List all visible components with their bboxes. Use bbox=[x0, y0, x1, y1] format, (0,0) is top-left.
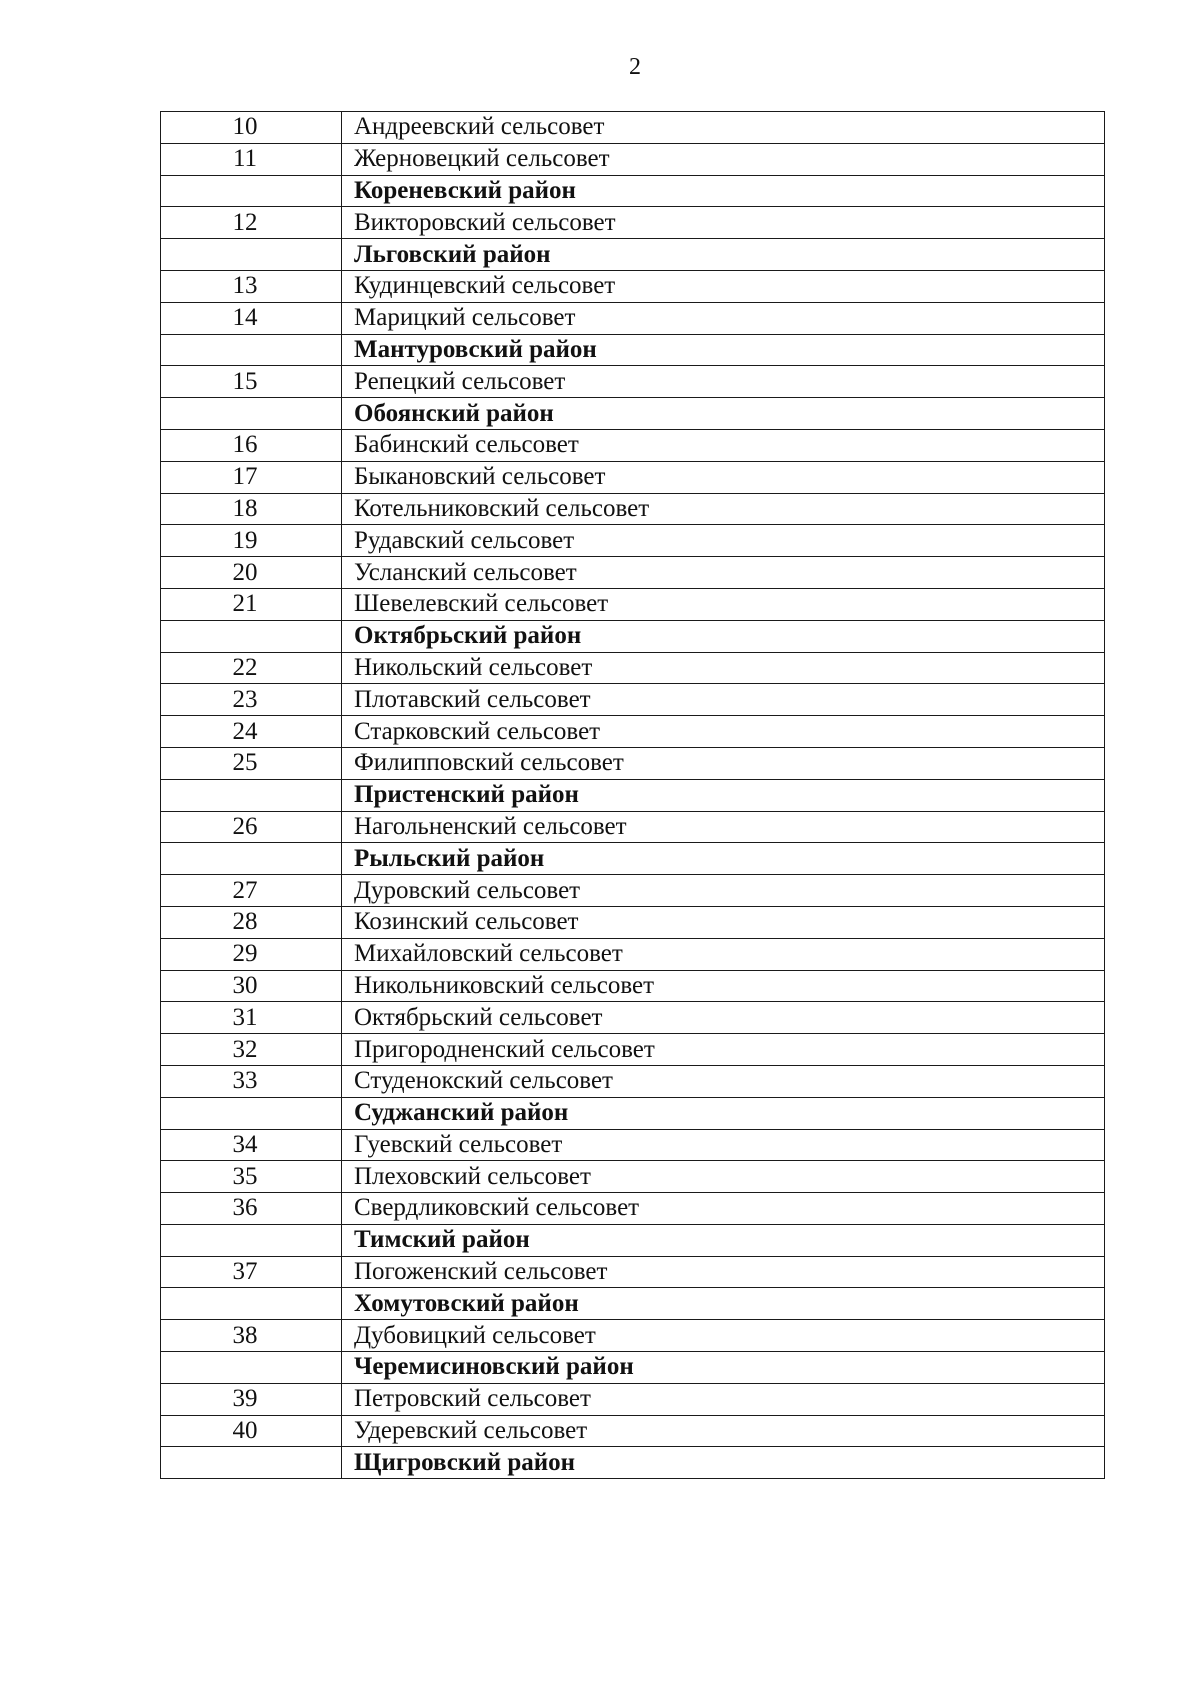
settlement-name: Рудавский сельсовет bbox=[342, 525, 1105, 557]
settlements-table bbox=[160, 111, 1105, 1479]
settlement-name: Быкановский сельсовет bbox=[342, 461, 1105, 493]
district-name: Льговский район bbox=[342, 239, 1105, 271]
row-number: 24 bbox=[161, 716, 342, 748]
row-number bbox=[161, 779, 342, 811]
district-header-row bbox=[161, 1097, 1105, 1129]
row-number: 23 bbox=[161, 684, 342, 716]
row-number: 15 bbox=[161, 366, 342, 398]
table-row bbox=[161, 1034, 1105, 1066]
settlement-name: Нагольненский сельсовет bbox=[342, 811, 1105, 843]
row-number: 28 bbox=[161, 906, 342, 938]
table-body bbox=[161, 112, 1105, 1479]
settlement-name: Котельниковский сельсовет bbox=[342, 493, 1105, 525]
settlement-name: Октябрьский сельсовет bbox=[342, 1002, 1105, 1034]
settlement-name: Дуровский сельсовет bbox=[342, 875, 1105, 907]
settlement-name: Старковский сельсовет bbox=[342, 716, 1105, 748]
district-name: Мантуровский район bbox=[342, 334, 1105, 366]
table-row bbox=[161, 302, 1105, 334]
table-row bbox=[161, 429, 1105, 461]
row-number: 37 bbox=[161, 1256, 342, 1288]
row-number bbox=[161, 334, 342, 366]
row-number: 19 bbox=[161, 525, 342, 557]
settlement-name: Репецкий сельсовет bbox=[342, 366, 1105, 398]
table-row bbox=[161, 906, 1105, 938]
row-number: 13 bbox=[161, 270, 342, 302]
row-number: 20 bbox=[161, 557, 342, 589]
row-number bbox=[161, 1288, 342, 1320]
table-row bbox=[161, 970, 1105, 1002]
settlement-name: Шевелевский сельсовет bbox=[342, 588, 1105, 620]
district-header-row bbox=[161, 239, 1105, 271]
page-number: 2 bbox=[629, 54, 641, 80]
district-name: Черемисиновский район bbox=[342, 1352, 1105, 1384]
district-header-row bbox=[161, 1352, 1105, 1384]
settlement-name: Погоженский сельсовет bbox=[342, 1256, 1105, 1288]
settlement-name: Удеревский сельсовет bbox=[342, 1415, 1105, 1447]
settlement-name: Студенокский сельсовет bbox=[342, 1065, 1105, 1097]
row-number bbox=[161, 1097, 342, 1129]
settlement-name: Петровский сельсовет bbox=[342, 1383, 1105, 1415]
row-number: 34 bbox=[161, 1129, 342, 1161]
row-number: 16 bbox=[161, 429, 342, 461]
settlement-name: Плотавский сельсовет bbox=[342, 684, 1105, 716]
settlement-name: Никольский сельсовет bbox=[342, 652, 1105, 684]
table-row bbox=[161, 1320, 1105, 1352]
table-row bbox=[161, 875, 1105, 907]
row-number: 31 bbox=[161, 1002, 342, 1034]
settlement-name: Михайловский сельсовет bbox=[342, 938, 1105, 970]
row-number: 14 bbox=[161, 302, 342, 334]
district-name: Кореневский район bbox=[342, 175, 1105, 207]
district-name: Хомутовский район bbox=[342, 1288, 1105, 1320]
table-row bbox=[161, 112, 1105, 144]
district-name: Тимский район bbox=[342, 1224, 1105, 1256]
settlement-name: Пригородненский сельсовет bbox=[342, 1034, 1105, 1066]
row-number: 29 bbox=[161, 938, 342, 970]
row-number bbox=[161, 1352, 342, 1384]
table-row bbox=[161, 747, 1105, 779]
row-number: 38 bbox=[161, 1320, 342, 1352]
settlement-name: Дубовицкий сельсовет bbox=[342, 1320, 1105, 1352]
row-number: 27 bbox=[161, 875, 342, 907]
row-number: 17 bbox=[161, 461, 342, 493]
settlement-name: Гуевский сельсовет bbox=[342, 1129, 1105, 1161]
district-name: Щигровский район bbox=[342, 1447, 1105, 1479]
table-row bbox=[161, 716, 1105, 748]
table-row bbox=[161, 557, 1105, 589]
settlement-name: Викторовский сельсовет bbox=[342, 207, 1105, 239]
table-row bbox=[161, 493, 1105, 525]
table-row bbox=[161, 588, 1105, 620]
settlement-name: Плеховский сельсовет bbox=[342, 1161, 1105, 1193]
table-row bbox=[161, 938, 1105, 970]
settlement-name: Андреевский сельсовет bbox=[342, 112, 1105, 144]
settlement-name: Усланский сельсовет bbox=[342, 557, 1105, 589]
row-number bbox=[161, 843, 342, 875]
table-row bbox=[161, 652, 1105, 684]
row-number: 18 bbox=[161, 493, 342, 525]
settlement-name: Никольниковский сельсовет bbox=[342, 970, 1105, 1002]
row-number: 32 bbox=[161, 1034, 342, 1066]
row-number: 30 bbox=[161, 970, 342, 1002]
table-row bbox=[161, 1193, 1105, 1225]
row-number bbox=[161, 239, 342, 271]
settlement-name: Бабинский сельсовет bbox=[342, 429, 1105, 461]
table-row bbox=[161, 1129, 1105, 1161]
district-header-row bbox=[161, 779, 1105, 811]
row-number: 10 bbox=[161, 112, 342, 144]
district-header-row bbox=[161, 1447, 1105, 1479]
row-number: 36 bbox=[161, 1193, 342, 1225]
settlement-name: Филипповский сельсовет bbox=[342, 747, 1105, 779]
row-number bbox=[161, 620, 342, 652]
row-number: 11 bbox=[161, 143, 342, 175]
district-name: Пристенский район bbox=[342, 779, 1105, 811]
district-header-row bbox=[161, 843, 1105, 875]
table-row bbox=[161, 1415, 1105, 1447]
row-number: 40 bbox=[161, 1415, 342, 1447]
row-number: 21 bbox=[161, 588, 342, 620]
row-number bbox=[161, 1447, 342, 1479]
settlement-name: Свердликовский сельсовет bbox=[342, 1193, 1105, 1225]
district-name: Суджанский район bbox=[342, 1097, 1105, 1129]
table-row bbox=[161, 525, 1105, 557]
settlement-name: Жерновецкий сельсовет bbox=[342, 143, 1105, 175]
district-header-row bbox=[161, 1224, 1105, 1256]
row-number: 22 bbox=[161, 652, 342, 684]
table-row bbox=[161, 366, 1105, 398]
row-number: 33 bbox=[161, 1065, 342, 1097]
row-number: 12 bbox=[161, 207, 342, 239]
table-row bbox=[161, 1161, 1105, 1193]
district-header-row bbox=[161, 398, 1105, 430]
row-number bbox=[161, 1224, 342, 1256]
table-row bbox=[161, 684, 1105, 716]
table-row bbox=[161, 1256, 1105, 1288]
table-row bbox=[161, 143, 1105, 175]
district-header-row bbox=[161, 620, 1105, 652]
district-header-row bbox=[161, 175, 1105, 207]
row-number: 25 bbox=[161, 747, 342, 779]
district-header-row bbox=[161, 334, 1105, 366]
settlement-name: Козинский сельсовет bbox=[342, 906, 1105, 938]
table-row bbox=[161, 811, 1105, 843]
district-name: Рыльский район bbox=[342, 843, 1105, 875]
table-row bbox=[161, 1002, 1105, 1034]
table-row bbox=[161, 461, 1105, 493]
district-header-row bbox=[161, 1288, 1105, 1320]
row-number bbox=[161, 398, 342, 430]
district-name: Обоянский район bbox=[342, 398, 1105, 430]
row-number bbox=[161, 175, 342, 207]
table-row bbox=[161, 1065, 1105, 1097]
settlement-name: Кудинцевский сельсовет bbox=[342, 270, 1105, 302]
row-number: 39 bbox=[161, 1383, 342, 1415]
settlement-name: Марицкий сельсовет bbox=[342, 302, 1105, 334]
table-row bbox=[161, 1383, 1105, 1415]
row-number: 26 bbox=[161, 811, 342, 843]
table-row bbox=[161, 270, 1105, 302]
district-name: Октябрьский район bbox=[342, 620, 1105, 652]
table-row bbox=[161, 207, 1105, 239]
row-number: 35 bbox=[161, 1161, 342, 1193]
